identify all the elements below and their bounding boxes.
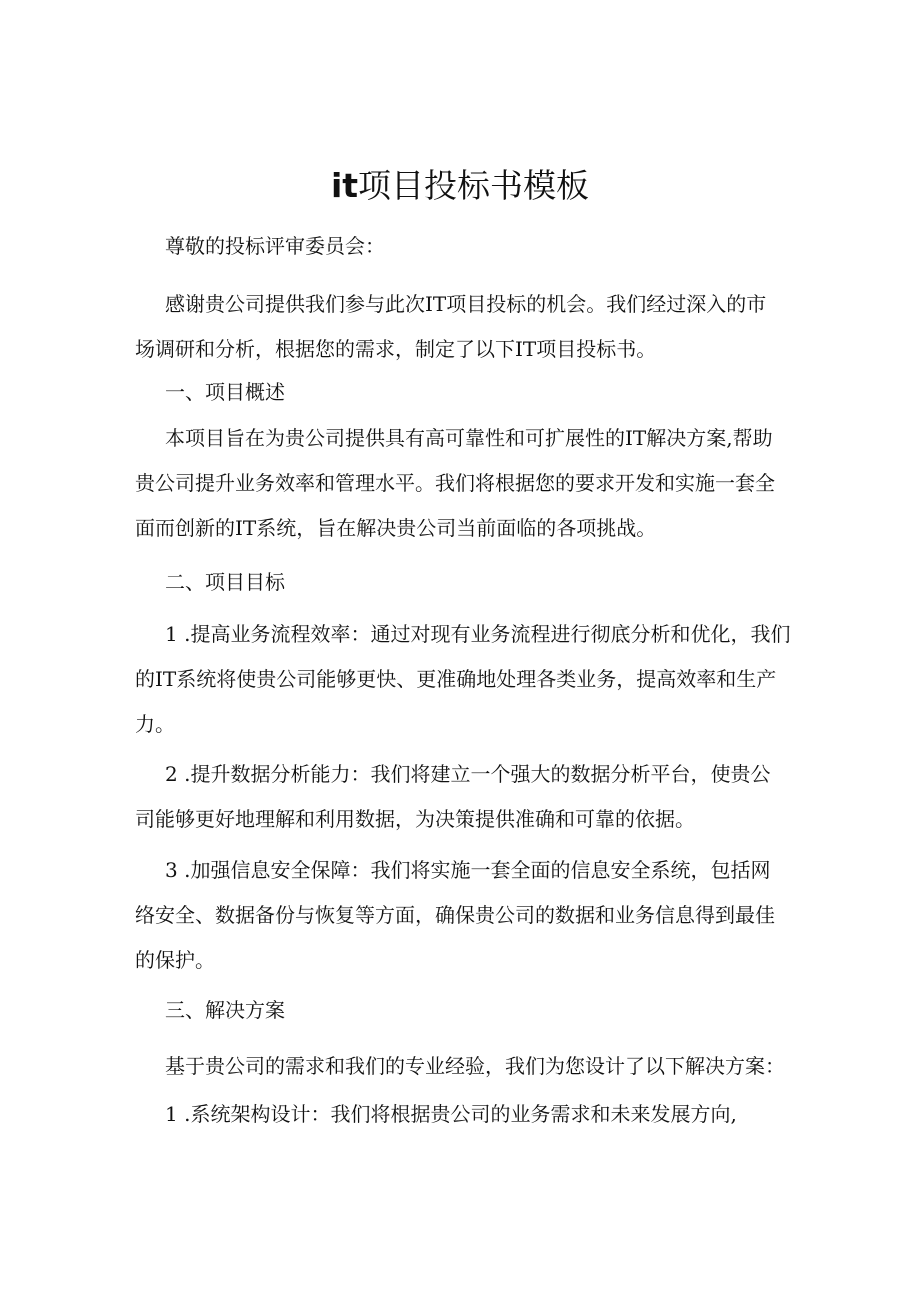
section-1-heading: 一、项目概述 — [165, 380, 285, 404]
section-2-heading: 二、项目目标 — [165, 570, 285, 594]
solution-1: 1 .系统架构设计：我们将根据贵公司的业务需求和未来发展方向, — [165, 1102, 737, 1126]
section-3-intro: 基于贵公司的需求和我们的专业经验，我们为您设计了以下解决方案： — [165, 1054, 785, 1078]
intro-line: 感谢贵公司提供我们参与此次IT项目投标的机会。我们经过深入的市 — [165, 292, 767, 316]
goal-1-line: 1 .提高业务流程效率：通过对现有业务流程进行彻底分析和优化，我们 — [165, 622, 791, 646]
intro-line: 场调研和分析，根据您的需求，制定了以下IT项目投标书。 — [135, 337, 657, 361]
goal-2-line: 2 .提升数据分析能力：我们将建立一个强大的数据分析平台，使贵公 — [165, 762, 771, 786]
title-rest: 项目投标书模板 — [358, 166, 590, 205]
section-1-line: 贵公司提升业务效率和管理水平。我们将根据您的要求开发和实施一套全 — [135, 471, 775, 495]
title-latin: it — [330, 166, 359, 205]
section-1-line: 本项目旨在为贵公司提供具有高可靠性和可扩展性的IT解决方案,帮助 — [165, 426, 773, 450]
goal-3-line: 3 .加强信息安全保障：我们将实施一套全面的信息安全系统，包括网 — [165, 858, 771, 882]
document-title — [0, 162, 920, 210]
goal-3-line: 络安全、数据备份与恢复等方面，确保贵公司的数据和业务信息得到最佳 — [135, 903, 775, 927]
intro-paragraph — [135, 282, 795, 372]
goal-3-line: 的保护。 — [135, 948, 215, 972]
section-1-line: 面而创新的IT系统，旨在解决贵公司当前面临的各项挑战。 — [135, 516, 657, 540]
section-3-heading: 三、解决方案 — [165, 998, 285, 1022]
goal-3 — [135, 848, 795, 983]
goal-2-line: 司能够更好地理解和利用数据，为决策提供准确和可靠的依据。 — [135, 807, 695, 831]
salutation: 尊敬的投标评审委员会： — [165, 234, 385, 258]
goal-1-line: 的IT系统将使贵公司能够更快、更准确地处理各类业务，提高效率和生产 — [135, 667, 777, 691]
goal-1-line: 力。 — [135, 712, 175, 736]
goal-1 — [135, 612, 795, 747]
section-1-body — [135, 416, 795, 551]
goal-2 — [135, 752, 795, 842]
